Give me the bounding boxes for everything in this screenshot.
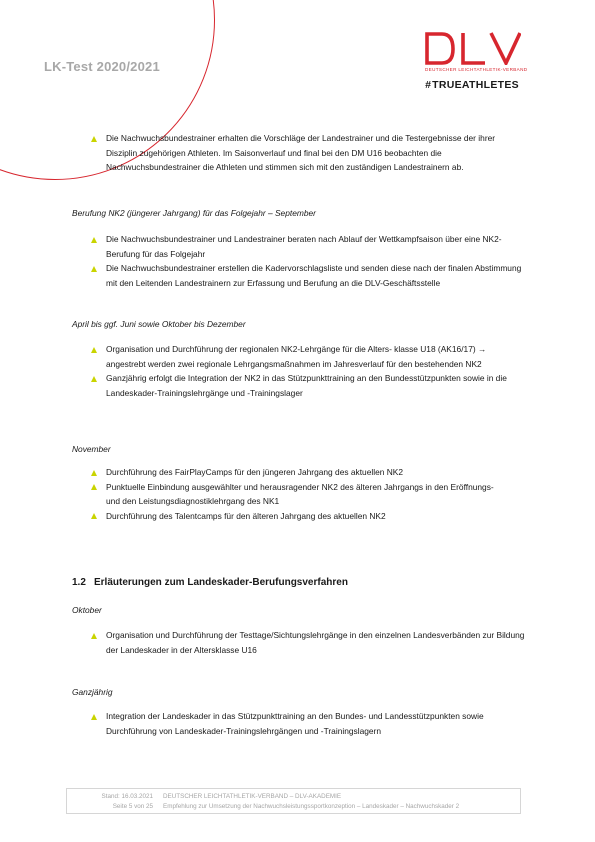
triangle-bullet-icon — [91, 714, 97, 720]
section-title: Erläuterungen zum Landeskader-Berufungsverfahren — [94, 577, 348, 588]
hashtag-icon: # — [425, 79, 432, 91]
logo-subtitle: DEUTSCHER LEICHTATHLETIK-VERBAND — [425, 67, 528, 72]
footer-organization: DEUTSCHER LEICHTATHLETIK-VERBAND – DLV-AKADEMIE — [163, 793, 342, 800]
subheading-berufung: Berufung NK2 (jüngerer Jahrgang) für das Folgejahr – September — [72, 208, 316, 218]
trueathletes-tagline — [425, 79, 525, 91]
list-item: Durchführung des FairPlayCamps für den jüngeren Jahrgang des aktuellen NK2 — [72, 465, 502, 480]
intro-list — [72, 131, 527, 175]
section-number: 1.2 — [72, 577, 86, 588]
footer-page-number: Seite 5 von 25 — [112, 803, 153, 810]
berufung-list — [72, 232, 527, 290]
list-item: Integration der Landeskader in das Stützpunkttraining an den Bundes- und Landesstützpunkten sowie Durchführung von Landeskader-Trainingslehrgängen und -Trainingslagern — [72, 709, 527, 738]
subheading-oktober: Oktober — [72, 605, 102, 615]
list-item: Die Nachwuchsbundestrainer und Landestrainer beraten nach Ablauf der Wettkampfsaison über eine NK2-Berufung für das Folgejahr — [72, 232, 527, 261]
triangle-bullet-icon — [91, 347, 97, 353]
triangle-bullet-icon — [91, 513, 97, 519]
november-list — [72, 465, 502, 523]
document-title: LK-Test 2020/2021 — [44, 59, 160, 74]
list-item: Organisation und Durchführung der Testtage/Sichtungslehrgänge in den einzelnen Landesverbänden zur Bildung der Landeskader in der Altersklasse U16 — [72, 628, 527, 657]
page-footer — [66, 788, 521, 814]
list-item: Die Nachwuchsbundestrainer erhalten die Vorschläge der Landestrainer und die Testergebnisse der ihrer Disziplin zugehörigen Athleten. Im Saisonverlauf und final bei den DM U16 beobachten die Nachwuchsbundestrainer die Athleten und stimmen sich mit den zuständigen Landestrainern ab. — [72, 131, 527, 175]
section-heading — [72, 576, 348, 591]
footer-document-title: Empfehlung zur Umsetzung der Nachwuchsleistungssportkonzeption – Landeskader – Nachwuchskader 2 — [163, 803, 460, 810]
april-list — [72, 342, 517, 400]
subheading-november: November — [72, 444, 111, 454]
triangle-bullet-icon — [91, 470, 97, 476]
triangle-bullet-icon — [91, 376, 97, 382]
list-item: Organisation und Durchführung der regionalen NK2-Lehrgänge für die Alters- klasse U18 (AK16/17) → angestrebt werden zwei regionale Lehrgangsmaßnahmen im Jahresverlauf für den bestehenden NK2 — [72, 342, 517, 371]
dlv-wordmark-icon — [425, 32, 521, 65]
triangle-bullet-icon — [91, 266, 97, 272]
ganzjaehrig-list — [72, 709, 527, 738]
footer-date: Stand: 16.03.2021 — [101, 793, 153, 800]
footer-row — [67, 802, 459, 811]
list-item: Punktuelle Einbindung ausgewählter und herausragender NK2 des älteren Jahrgangs in den Eröffnungs- und den Leistungsdiagnostiklehrgang des NK1 — [72, 480, 502, 509]
list-item: Die Nachwuchsbundestrainer erstellen die Kadervorschlagsliste und senden diese nach der finalen Abstimmung mit den Leitenden Landestrainern zur Erfassung und Berufung an die DLV-Geschäftsstelle — [72, 261, 527, 290]
dlv-logo — [425, 32, 528, 91]
triangle-bullet-icon — [91, 484, 97, 490]
oktober-list — [72, 628, 527, 657]
triangle-bullet-icon — [91, 136, 97, 142]
triangle-bullet-icon — [91, 633, 97, 639]
footer-row — [67, 792, 341, 801]
subheading-ganzjaehrig: Ganzjährig — [72, 687, 113, 697]
list-item: Ganzjährig erfolgt die Integration der NK2 in das Stützpunkttraining an den Bundesstützpunkten sowie in die Landeskader-Trainingslehrgänge und -Trainingslager — [72, 371, 517, 400]
list-item: Durchführung des Talentcamps für den älteren Jahrgang des aktuellen NK2 — [72, 509, 502, 524]
subheading-april: April bis ggf. Juni sowie Oktober bis Dezember — [72, 319, 246, 329]
tagline-text: TRUEATHLETES — [432, 79, 519, 91]
triangle-bullet-icon — [91, 237, 97, 243]
